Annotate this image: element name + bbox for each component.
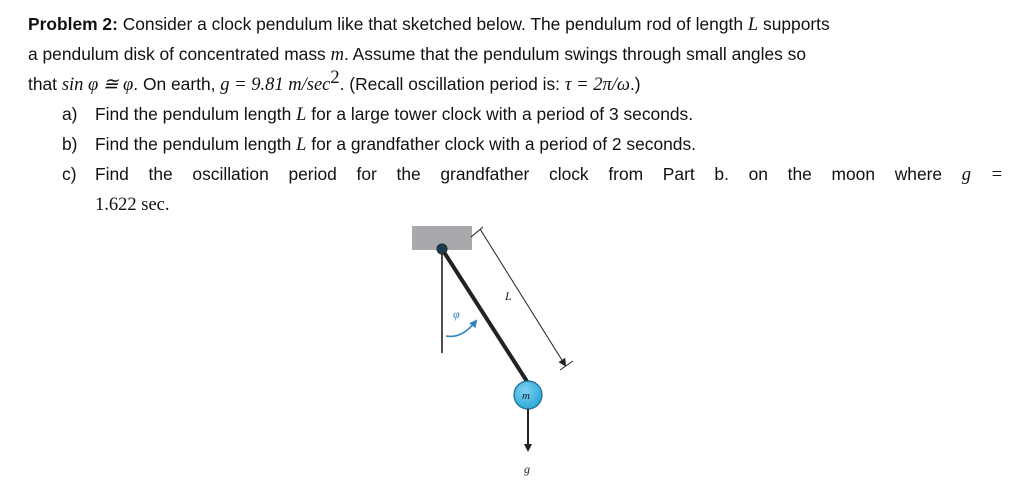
angle-label: φ xyxy=(453,307,460,321)
length-dimension-line xyxy=(480,229,565,365)
period-equation: τ = 2π/ω xyxy=(564,75,630,95)
problem-heading: Problem 2: xyxy=(28,14,118,34)
question-item-c xyxy=(28,160,1003,220)
pendulum-diagram xyxy=(410,218,590,480)
line3-text-a: that xyxy=(28,74,62,94)
question-c-first-line xyxy=(95,160,1003,190)
small-angle-approximation: sin φ ≅ φ xyxy=(61,75,134,95)
problem-line-3 xyxy=(28,70,1003,100)
gravity-exponent: 2 xyxy=(330,68,340,89)
question-marker-b: b) xyxy=(62,134,78,154)
moon-gravity-equation: g = xyxy=(961,165,1004,185)
length-dimension-tick-top xyxy=(471,227,483,237)
mass-label: m xyxy=(522,390,530,402)
mass-variable: m xyxy=(330,45,344,65)
length-label: L xyxy=(505,289,512,303)
angle-arc xyxy=(446,321,476,336)
problem-statement xyxy=(28,10,1003,220)
intro-text-2: supports xyxy=(758,14,830,34)
question-b-text-b: for a grandfather clock with a period of 2 seconds. xyxy=(306,134,696,154)
pendulum-pivot xyxy=(437,244,447,254)
line2-text-a: a pendulum disk of concentrated mass xyxy=(28,44,331,64)
length-dimension-tick-bottom xyxy=(560,361,573,370)
line2-text-b: . Assume that the pendulum swings through small angles so xyxy=(343,44,807,64)
question-a-text-b: for a large tower clock with a period of 3 seconds. xyxy=(306,104,694,124)
problem-line-2 xyxy=(28,40,1003,70)
intro-text-1: Consider a clock pendulum like that sketched below. The pendulum rod of length xyxy=(117,14,748,34)
earth-gravity-equation: g = 9.81 m/sec xyxy=(220,75,331,95)
question-item-b xyxy=(28,130,1003,160)
rod-length-variable: L xyxy=(747,15,759,35)
line3-text-c: . (Recall oscillation period is: xyxy=(339,74,565,94)
question-c-text-a: Find the oscillation period for the grandfather clock from Part b. on the moon where xyxy=(95,164,962,184)
problem-line-1 xyxy=(28,10,1003,40)
line3-text-d: .) xyxy=(629,74,641,94)
question-a-variable: L xyxy=(296,105,307,125)
question-list xyxy=(28,100,1003,220)
line3-text-b: . On earth, xyxy=(133,74,221,94)
gravity-label: g xyxy=(524,462,530,476)
question-a-text-a: Find the pendulum length xyxy=(95,104,297,124)
question-b-variable: L xyxy=(296,135,307,155)
question-marker-c: c) xyxy=(62,164,77,184)
question-marker-a: a) xyxy=(62,104,78,124)
pendulum-figure xyxy=(410,218,590,480)
question-b-text-a: Find the pendulum length xyxy=(95,134,297,154)
question-item-a xyxy=(28,100,1003,130)
question-c-continuation: 1.622 sec. xyxy=(95,195,170,215)
